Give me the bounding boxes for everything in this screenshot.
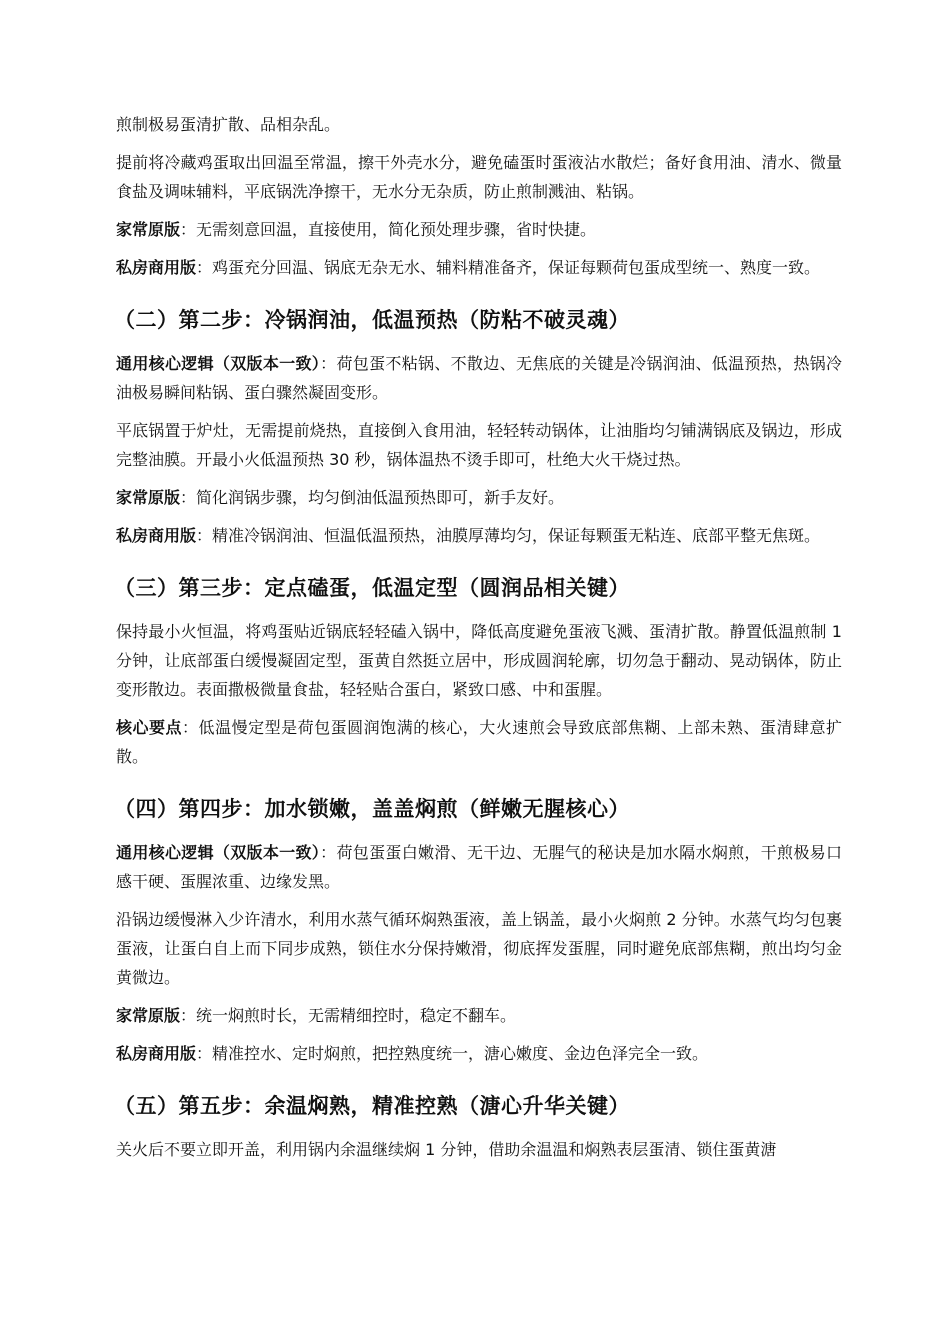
paragraph: 私房商用版：鸡蛋充分回温、锅底无杂无水、辅料精准备齐，保证每颗荷包蛋成型统一、熟度一致。	[116, 258, 821, 277]
paragraph-label: 家常原版	[116, 1006, 181, 1025]
paragraph: 沿锅边缓慢淋入少许清水，利用水蒸气循环焖熟蛋液，盖上锅盖，最小火焖煎 2 分钟。水蒸气均匀包裹蛋液，让蛋白自上而下同步成熟，锁住水分保持嫩滑，彻底挥发蛋腥，同时避免底部焦糊，煎出均匀金黄微边。	[116, 910, 842, 987]
section-heading: （二）第二步：冷锅润油，低温预热（防粘不破灵魂）	[114, 308, 630, 332]
paragraph-label: 家常原版	[116, 220, 181, 239]
paragraph: 私房商用版：精准冷锅润油、恒温低温预热，油膜厚薄均匀，保证每颗蛋无粘连、底部平整无焦斑。	[116, 526, 821, 545]
paragraph: 家常原版：统一焖煎时长，无需精细控时，稳定不翻车。	[116, 1006, 517, 1025]
paragraph: 保持最小火恒温，将鸡蛋贴近锅底轻轻磕入锅中，降低高度避免蛋液飞溅、蛋清扩散。静置低温煎制 1 分钟，让底部蛋白缓慢凝固定型，蛋黄自然挺立居中，形成圆润轮廓，切勿急于翻动、晃动锅体，防止变形散边。表面撒极微量食盐，轻轻贴合蛋白，紧致口感、中和蛋腥。	[116, 622, 842, 699]
paragraph-label: 私房商用版	[116, 526, 197, 545]
paragraph: 煎制极易蛋清扩散、品相杂乱。	[116, 115, 341, 134]
paragraph: 家常原版：无需刻意回温，直接使用，简化预处理步骤，省时快捷。	[116, 220, 597, 239]
document-page	[116, 110, 842, 1173]
section-heading: （三）第三步：定点磕蛋，低温定型（圆润品相关键）	[114, 576, 630, 600]
paragraph: 核心要点：低温慢定型是荷包蛋圆润饱满的核心，大火速煎会导致底部焦糊、上部未熟、蛋清肆意扩散。	[116, 718, 842, 766]
paragraph-label: 核心要点	[116, 718, 183, 737]
paragraph-label: 通用核心逻辑（双版本一致）	[116, 354, 321, 373]
paragraph-label: 通用核心逻辑（双版本一致）	[116, 843, 321, 862]
section-heading: （五）第五步：余温焖熟，精准控熟（溏心升华关键）	[114, 1094, 630, 1118]
paragraph: 平底锅置于炉灶，无需提前烧热，直接倒入食用油，轻轻转动锅体，让油脂均匀铺满锅底及锅边，形成完整油膜。开最小火低温预热 30 秒，锅体温热不烫手即可，杜绝大火干烧过热。	[116, 421, 842, 469]
paragraph-label: 私房商用版	[116, 258, 197, 277]
paragraph-label: 家常原版	[116, 488, 181, 507]
paragraph: 关火后不要立即开盖，利用锅内余温继续焖 1 分钟，借助余温温和焖熟表层蛋清、锁住蛋黄溏	[116, 1140, 777, 1159]
paragraph: 通用核心逻辑（双版本一致）：荷包蛋蛋白嫩滑、无干边、无腥气的秘诀是加水隔水焖煎，干煎极易口感干硬、蛋腥浓重、边缘发黑。	[116, 843, 842, 891]
paragraph: 私房商用版：精准控水、定时焖煎，把控熟度统一，溏心嫩度、金边色泽完全一致。	[116, 1044, 709, 1063]
paragraph: 提前将冷藏鸡蛋取出回温至常温，擦干外壳水分，避免磕蛋时蛋液沾水散烂；备好食用油、清水、微量食盐及调味辅料，平底锅洗净擦干，无水分无杂质，防止煎制溅油、粘锅。	[116, 153, 842, 201]
paragraph: 通用核心逻辑（双版本一致）：荷包蛋不粘锅、不散边、无焦底的关键是冷锅润油、低温预热，热锅冷油极易瞬间粘锅、蛋白骤然凝固变形。	[116, 354, 842, 402]
paragraph-label: 私房商用版	[116, 1044, 197, 1063]
paragraph: 家常原版：简化润锅步骤，均匀倒油低温预热即可，新手友好。	[116, 488, 565, 507]
section-heading: （四）第四步：加水锁嫩，盖盖焖煎（鲜嫩无腥核心）	[114, 797, 630, 821]
